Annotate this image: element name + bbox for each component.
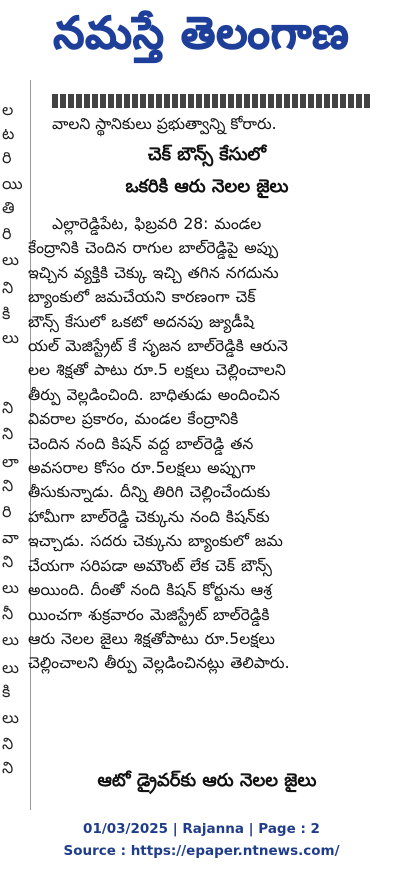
article-line: యల్ మెజిస్ట్రేట్ కే సృజన బాల్‌రెడ్డికి ఆరునె: [28, 337, 288, 356]
headline-line-1: చెక్ బౌన్స్ కేసులో: [147, 144, 267, 165]
left-fragment-glyph: లు: [2, 250, 19, 269]
left-fragment-glyph: రి: [2, 502, 12, 521]
article-line: చెందిన నంది కిషన్ వద్ద బాల్‌రెడ్డి తన: [28, 434, 254, 453]
left-fragment-glyph: ని: [2, 476, 14, 495]
article-line: కేంద్రానికి చెందిన రాగుల బాల్‌రెడ్డిపై అప్పు: [28, 239, 279, 258]
left-fragment-glyph: ని: [2, 734, 14, 753]
article-line: బౌన్స్ కేసులో ఒకటో అదనపు జ్యుడీషి: [28, 312, 254, 331]
next-article-headline: ఆటో డ్రైవర్‌కు ఆరు నెలల జైలు: [97, 770, 317, 791]
left-fragment-glyph: ని: [2, 398, 14, 417]
left-fragment-glyph: ని: [2, 424, 14, 443]
left-fragment-glyph: కి: [2, 682, 11, 701]
article-line: చెల్లించాలని తీర్పు వెల్లడించినట్లు తెలిపారు.: [28, 654, 290, 673]
article-line: అవసరాల కోసం రూ.5లక్షలు అప్పుగా: [28, 459, 256, 478]
left-fragment-glyph: యి: [2, 174, 23, 193]
article-body: [28, 212, 386, 676]
newspaper-logo: నమస్తే తెలంగాణ: [53, 8, 350, 59]
footer-date-edition: 01/03/2025 | Rajanna | Page : 2: [83, 821, 320, 837]
article-line: అయింది. దీంతో నంది కిషన్ కోర్టును ఆశ్ర: [28, 581, 272, 600]
left-fragment-glyph: ని: [2, 278, 14, 297]
left-fragment-glyph: తి: [2, 198, 15, 217]
article-line: ఎల్లారెడ్డిపేట, ఫిబ్రవరి 28: మండల: [52, 215, 262, 233]
left-fragment-glyph: లు: [2, 328, 19, 347]
headline-line-2: ఒకరికి ఆరు నెలల జైలు: [125, 176, 289, 197]
left-fragment-glyph: నీ: [2, 604, 14, 623]
left-fragment-glyph: ట: [2, 124, 15, 143]
article-line: బ్యాంకులో జమచేయని కారణంగా చెక్: [28, 288, 256, 307]
left-column-fragment: [0, 80, 23, 815]
article-line: ఆరు నెలల జైలు శిక్షతోపాటు రూ.5లక్షలు: [28, 629, 275, 648]
footer: [0, 818, 403, 862]
left-fragment-glyph: లు: [2, 578, 19, 597]
article-line: హామీగా బాల్‌రెడ్డి చెక్కును నంది కిషన్‌కు: [28, 507, 270, 526]
article-line: చేయగా సరిపడా అమౌంట్ లేక చెక్ బౌన్స్: [28, 556, 272, 575]
footer-source: Source : https://epaper.ntnews.com/: [63, 843, 340, 859]
left-fragment-glyph: ని: [2, 552, 14, 571]
left-fragment-glyph: లు: [2, 658, 19, 677]
article-line: ఇచ్చిన వ్యక్తికి చెక్కు ఇచ్చి తగిన నగదును: [28, 263, 279, 282]
article-line: లల శిక్షతో పాటు రూ.5 లక్షలు చెల్లించాలని: [28, 361, 286, 380]
cut-off-text-line: [52, 94, 372, 108]
left-fragment-glyph: వా: [2, 528, 19, 547]
left-fragment-glyph: ల: [2, 100, 14, 119]
left-fragment-glyph: కి: [2, 304, 11, 323]
left-fragment-glyph: లా: [2, 452, 19, 471]
article-line: వివరాల ప్రకారం, మండల కేంద్రానికి: [28, 410, 239, 429]
article-line: ఇచ్చాడు. సదరు చెక్కును బ్యాంకులో జమ: [28, 532, 283, 551]
left-fragment-glyph: రి: [2, 148, 12, 167]
left-fragment-glyph: లు: [2, 630, 19, 649]
left-fragment-glyph: లు: [2, 708, 19, 727]
left-fragment-glyph: రి: [2, 224, 12, 243]
masthead: [0, 0, 403, 78]
previous-article-last-line: వాలని స్థానికులు ప్రభుత్వాన్ని కోరారు.: [52, 115, 277, 133]
left-fragment-glyph: ని: [2, 758, 14, 777]
article-line: యించగా శుక్రవారం మెజిస్ట్రేట్ బాల్‌రెడ్డికి: [28, 605, 270, 624]
clipping: [0, 80, 403, 815]
article-line: తీర్పు వెల్లడించింది. బాధితుడు అందించిన: [28, 385, 280, 404]
article-line: తీసుకున్నాడు. దీన్ని తిరిగి చెల్లించేందుకు: [28, 483, 271, 502]
